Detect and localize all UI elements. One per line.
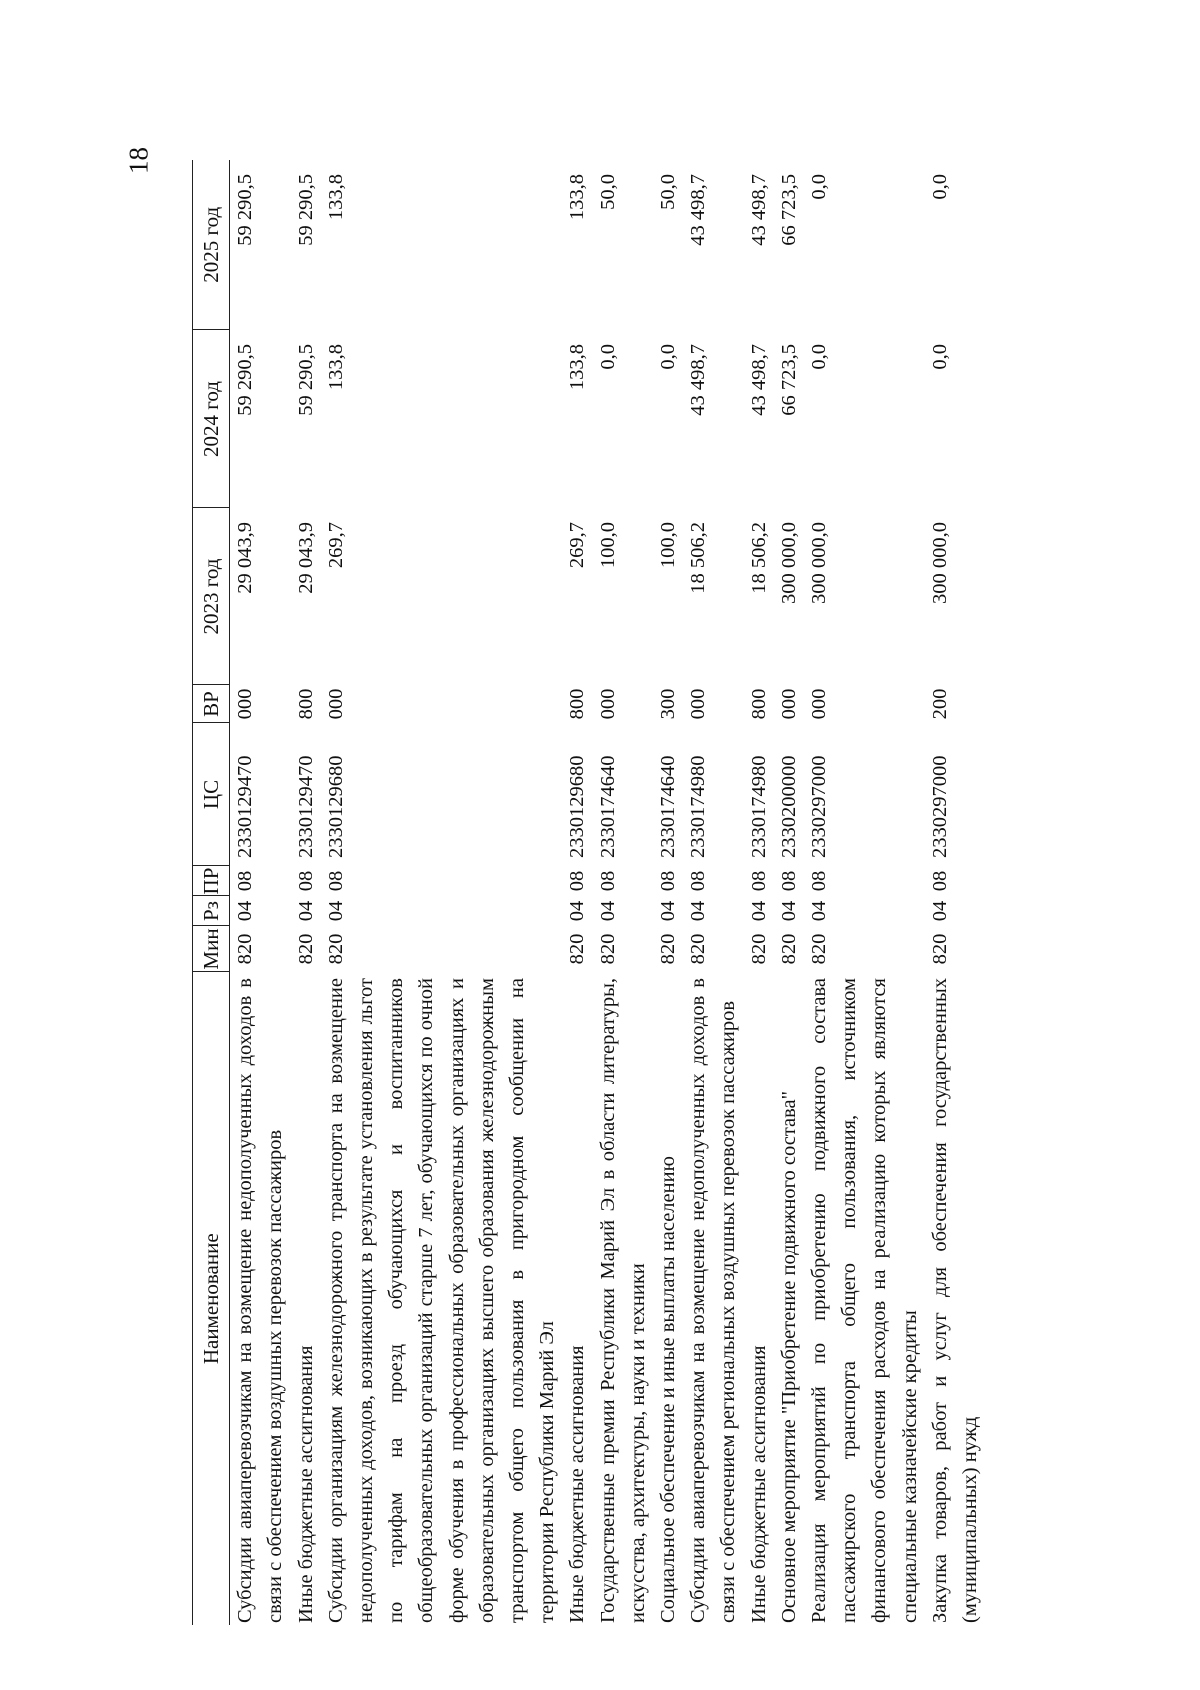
- row-2025: 43 498,7: [687, 174, 710, 246]
- header-pr: ПР: [193, 866, 230, 896]
- row-2023: 100,0: [596, 522, 619, 569]
- row-2023: 269,7: [566, 522, 589, 569]
- row-2025: 66 723,5: [777, 174, 800, 246]
- row-pr: 08: [687, 870, 710, 892]
- row-2025: 133,8: [566, 174, 589, 221]
- row-min: 820: [687, 933, 710, 965]
- row-2025: 133,8: [324, 174, 347, 221]
- row-min: 820: [596, 933, 619, 965]
- row-name: Реализация мероприятий по приобретению подвижного состава пассажирского транспорта общего пользования, источником финансового обеспечения расходов на реализацию которых являются специальные казначейские кредиты: [808, 978, 921, 1623]
- row-cs: 2330129680: [324, 755, 347, 858]
- budget-table: [192, 160, 985, 1625]
- table-row: [593, 160, 653, 1625]
- row-name: Государственные премии Республики Марий Эл в области литературы, искусства, архитектуры, науки и техники: [596, 978, 649, 1623]
- table-row: [230, 160, 291, 1625]
- table-row: [653, 160, 683, 1625]
- table-row: [321, 160, 563, 1625]
- row-name: Субсидии авиаперевозчикам на возмещение недополученных доходов в связи с обеспечением региональных воздушных перевозок пассажиров: [687, 978, 740, 1623]
- row-min: 820: [324, 933, 347, 965]
- row-min: 820: [928, 933, 951, 965]
- row-2024: 43 498,7: [687, 344, 710, 416]
- row-pr: 08: [777, 870, 800, 892]
- row-2023: 300 000,0: [777, 522, 800, 604]
- row-2023: 100,0: [657, 522, 680, 569]
- row-2024: 43 498,7: [747, 344, 770, 416]
- row-vr: 000: [324, 688, 347, 720]
- row-cs: 2330174640: [657, 755, 680, 858]
- table-body: [230, 160, 986, 1625]
- row-pr: 08: [747, 870, 770, 892]
- table-row: [804, 160, 925, 1625]
- row-2025: 43 498,7: [747, 174, 770, 246]
- row-name: Иные бюджетные ассигнования: [747, 1345, 770, 1623]
- row-name: Закупка товаров, работ и услуг для обеспечения государственных (муниципальных) нужд: [928, 978, 982, 1623]
- row-cs: 2330129470: [294, 755, 317, 858]
- table-row: [291, 160, 321, 1625]
- row-2025: 0,0: [928, 174, 951, 200]
- row-pr: 08: [928, 870, 951, 892]
- row-min: 820: [294, 933, 317, 965]
- row-2025: 50,0: [657, 174, 680, 210]
- row-pr: 08: [294, 870, 317, 892]
- row-rz: 04: [928, 900, 951, 922]
- header-rz: Рз: [193, 896, 230, 926]
- row-2024: 59 290,5: [294, 344, 317, 416]
- row-name: Основное мероприятие "Приобретение подвижного состава": [777, 1091, 800, 1623]
- header-name: Наименование: [193, 972, 230, 1625]
- row-2025: 0,0: [808, 174, 831, 200]
- row-2023: 18 506,2: [687, 522, 710, 594]
- row-name: Иные бюджетные ассигнования: [294, 1345, 317, 1623]
- page-number: 18: [123, 147, 154, 174]
- row-2023: 29 043,9: [294, 522, 317, 594]
- header-min: Мин: [193, 926, 230, 972]
- row-min: 820: [566, 933, 589, 965]
- table-row: [744, 160, 774, 1625]
- row-rz: 04: [777, 900, 800, 922]
- rotated-page-content: [192, 160, 1012, 1625]
- row-2023: 300 000,0: [928, 522, 951, 604]
- row-cs: 2330129470: [234, 755, 257, 858]
- row-vr: 000: [596, 688, 619, 720]
- row-cs: 2330297000: [928, 755, 951, 858]
- row-vr: 200: [928, 688, 951, 720]
- row-2025: 59 290,5: [294, 174, 317, 246]
- row-pr: 08: [808, 870, 831, 892]
- row-vr: 800: [566, 688, 589, 720]
- row-vr: 000: [808, 688, 831, 720]
- row-vr: 000: [234, 688, 257, 720]
- row-2023: 269,7: [324, 522, 347, 569]
- row-name: Субсидии авиаперевозчикам на возмещение недополученных доходов в связи с обеспечением воздушных перевозок пассажиров: [234, 978, 287, 1623]
- row-pr: 08: [566, 870, 589, 892]
- row-2025: 59 290,5: [234, 174, 257, 246]
- row-2024: 0,0: [808, 344, 831, 370]
- row-2024: 0,0: [596, 344, 619, 370]
- row-rz: 04: [596, 900, 619, 922]
- row-2023: 300 000,0: [808, 522, 831, 604]
- row-min: 820: [777, 933, 800, 965]
- row-vr: 800: [294, 688, 317, 720]
- row-rz: 04: [294, 900, 317, 922]
- row-2024: 0,0: [657, 344, 680, 370]
- row-2025: 50,0: [596, 174, 619, 210]
- row-vr: 000: [777, 688, 800, 720]
- row-2024: 133,8: [324, 344, 347, 391]
- row-vr: 800: [747, 688, 770, 720]
- row-rz: 04: [747, 900, 770, 922]
- row-pr: 08: [657, 870, 680, 892]
- row-min: 820: [234, 933, 257, 965]
- table-row: [562, 160, 592, 1625]
- header-2023: 2023 год: [193, 508, 230, 685]
- row-2024: 133,8: [566, 344, 589, 391]
- table-row: [925, 160, 985, 1625]
- row-rz: 04: [234, 900, 257, 922]
- row-min: 820: [808, 933, 831, 965]
- row-min: 820: [747, 933, 770, 965]
- row-pr: 08: [324, 870, 347, 892]
- row-rz: 04: [808, 900, 831, 922]
- row-cs: 2330297000: [808, 755, 831, 858]
- row-vr: 000: [687, 688, 710, 720]
- row-2024: 0,0: [928, 344, 951, 370]
- row-vr: 300: [657, 688, 680, 720]
- header-vr: ВР: [193, 685, 230, 723]
- row-rz: 04: [324, 900, 347, 922]
- row-rz: 04: [657, 900, 680, 922]
- row-cs: 2330200000: [777, 755, 800, 858]
- row-name: Социальное обеспечение и иные выплаты населению: [657, 1156, 680, 1623]
- row-cs: 2330129680: [566, 755, 589, 858]
- row-2024: 66 723,5: [777, 344, 800, 416]
- header-cs: ЦС: [193, 723, 230, 866]
- header-2024: 2024 год: [193, 330, 230, 508]
- table-header-row: [193, 160, 230, 1625]
- row-2023: 29 043,9: [234, 522, 257, 594]
- row-cs: 2330174980: [687, 755, 710, 858]
- row-min: 820: [657, 933, 680, 965]
- row-rz: 04: [566, 900, 589, 922]
- table-row: [683, 160, 743, 1625]
- row-name: Субсидии организациям железнодорожного транспорта на возмещение недополученных доходов, возникающих в результате установления льгот по тарифам на проезд обучающихся и воспитанников общеобразовательных организаций старше 7 лет, обучающихся по очной форме обучения в профессиональных образовательных организациях и образовательных организациях высшего образования железнодорожным транспортом общего пользования в пригородном сообщении на территории Республики Марий Эл: [324, 978, 559, 1623]
- header-2025: 2025 год: [193, 160, 230, 330]
- row-2023: 18 506,2: [747, 522, 770, 594]
- row-pr: 08: [596, 870, 619, 892]
- row-cs: 2330174640: [596, 755, 619, 858]
- row-pr: 08: [234, 870, 257, 892]
- table-row: [774, 160, 804, 1625]
- row-name: Иные бюджетные ассигнования: [566, 1345, 589, 1623]
- row-cs: 2330174980: [747, 755, 770, 858]
- row-rz: 04: [687, 900, 710, 922]
- row-2024: 59 290,5: [234, 344, 257, 416]
